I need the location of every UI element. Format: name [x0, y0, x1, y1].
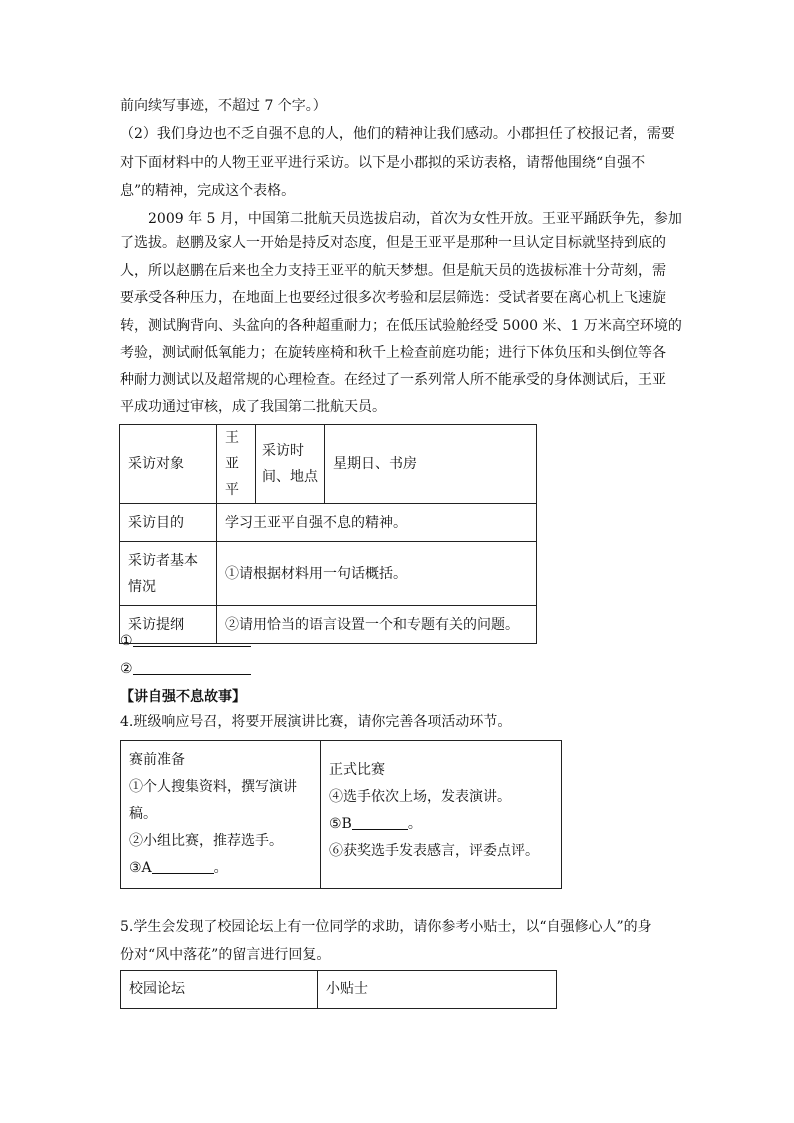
object-value: 王亚平	[217, 425, 256, 504]
prep-item-2: ②小组比赛，推荐选手。	[129, 833, 283, 849]
answer-line-1	[120, 631, 680, 651]
blank-b[interactable]	[352, 815, 408, 830]
q2-line-2: 对下面材料中的人物王亚平进行采访。以下是小郡拟的采访表格，请帮他围绕“自强不	[120, 155, 646, 171]
material-line-3: 人，所以赵鹏在后来也全力支持王亚平的航天梦想。但是航天员的选拔标准十分苛刻，需	[120, 263, 666, 279]
purpose-value: 学习王亚平自强不息的精神。	[217, 504, 537, 542]
material-line-4: 要承受各种压力，在地面上也要经过很多次考验和层层筛选：受试者要在离心机上飞速旋	[120, 290, 666, 306]
material-line-5: 转，测试胸背向、头盆向的各种超重耐力；在低压试验舱经受 5000 米、1 万米高空环境的	[120, 318, 682, 334]
formal-item-5-prefix: ⑤B	[329, 816, 352, 832]
outline-value: ②请用恰当的语言设置一个和专题有关的问题。	[217, 606, 537, 644]
prep-item-3-suffix: 。	[213, 860, 228, 876]
material-line-1: 2009 年 5 月，中国第二批航天员选拔启动，首次为女性开放。王亚平踊跃争先，参加	[148, 211, 682, 227]
answer-mark-1: ①	[120, 633, 133, 649]
q5-line-2: 份对“风中落花”的留言进行回复。	[120, 947, 331, 963]
time-value: 星期日、书房	[325, 425, 537, 504]
time-label: 采访时间、地点	[256, 425, 325, 504]
material-line-8: 平成功通过审核，成了我国第二批航天员。	[120, 399, 386, 415]
material-line-6: 考验，测试耐低氧能力；在旋转座椅和秋千上检查前庭功能；进行下体负压和头倒位等各	[120, 345, 666, 361]
prep-cell	[121, 741, 321, 889]
forum-col-2: 小贴士	[318, 971, 557, 1009]
prep-title: 赛前准备	[129, 752, 185, 768]
outline-label: 采访提纲	[120, 606, 217, 644]
formal-item-5-suffix: 。	[407, 816, 422, 832]
section-title: 【讲自强不息故事】	[120, 689, 246, 705]
q2-line-1: （2）我们身边也不乏自强不息的人，他们的精神让我们感动。小郡担任了校报记者，需要	[120, 126, 675, 142]
q5-line-1: 5.学生会发现了校园论坛上有一位同学的求助，请你参考小贴士，以“自强修心人”的身	[120, 919, 652, 935]
basic-label: 采访者基本情况	[120, 542, 217, 606]
intro-tail: 前向续写事迹，不超过 7 个字。）	[120, 98, 327, 114]
material-line-7: 种耐力测试以及超常规的心理检查。在经过了一系列常人所不能承受的身体测试后，王亚	[120, 372, 666, 388]
prep-item-3	[129, 855, 312, 882]
q4-text: 4.班级响应号召，将要开展演讲比赛，请你完善各项活动环节。	[120, 714, 512, 730]
formal-cell	[321, 741, 562, 889]
interview-table	[119, 424, 537, 644]
material-line-2: 了选拔。赵鹏及家人一开始是持反对态度，但是王亚平是那种一旦认定目标就坚持到底的	[120, 235, 666, 251]
q2-line-3: 息”的精神，完成这个表格。	[120, 183, 296, 199]
formal-item-6: ⑥获奖选手发表感言，评委点评。	[329, 843, 539, 859]
answer-mark-2: ②	[120, 661, 133, 677]
formal-title: 正式比赛	[329, 762, 385, 778]
answer-blank-2[interactable]	[133, 660, 251, 675]
forum-col-1: 校园论坛	[121, 971, 318, 1009]
blank-a[interactable]	[152, 859, 214, 874]
prep-item-1: ①个人搜集资料，撰写演讲稿。	[129, 779, 297, 822]
formal-item-5	[329, 811, 553, 838]
answer-blank-1[interactable]	[133, 632, 251, 647]
contest-table	[120, 740, 562, 889]
answer-line-2	[120, 659, 680, 679]
purpose-label: 采访目的	[120, 504, 217, 542]
formal-item-4: ④选手依次上场，发表演讲。	[329, 789, 511, 805]
object-label: 采访对象	[120, 425, 217, 504]
basic-value: ①请根据材料用一句话概括。	[217, 542, 537, 606]
prep-item-3-prefix: ③A	[129, 860, 152, 876]
forum-table	[120, 970, 557, 1009]
